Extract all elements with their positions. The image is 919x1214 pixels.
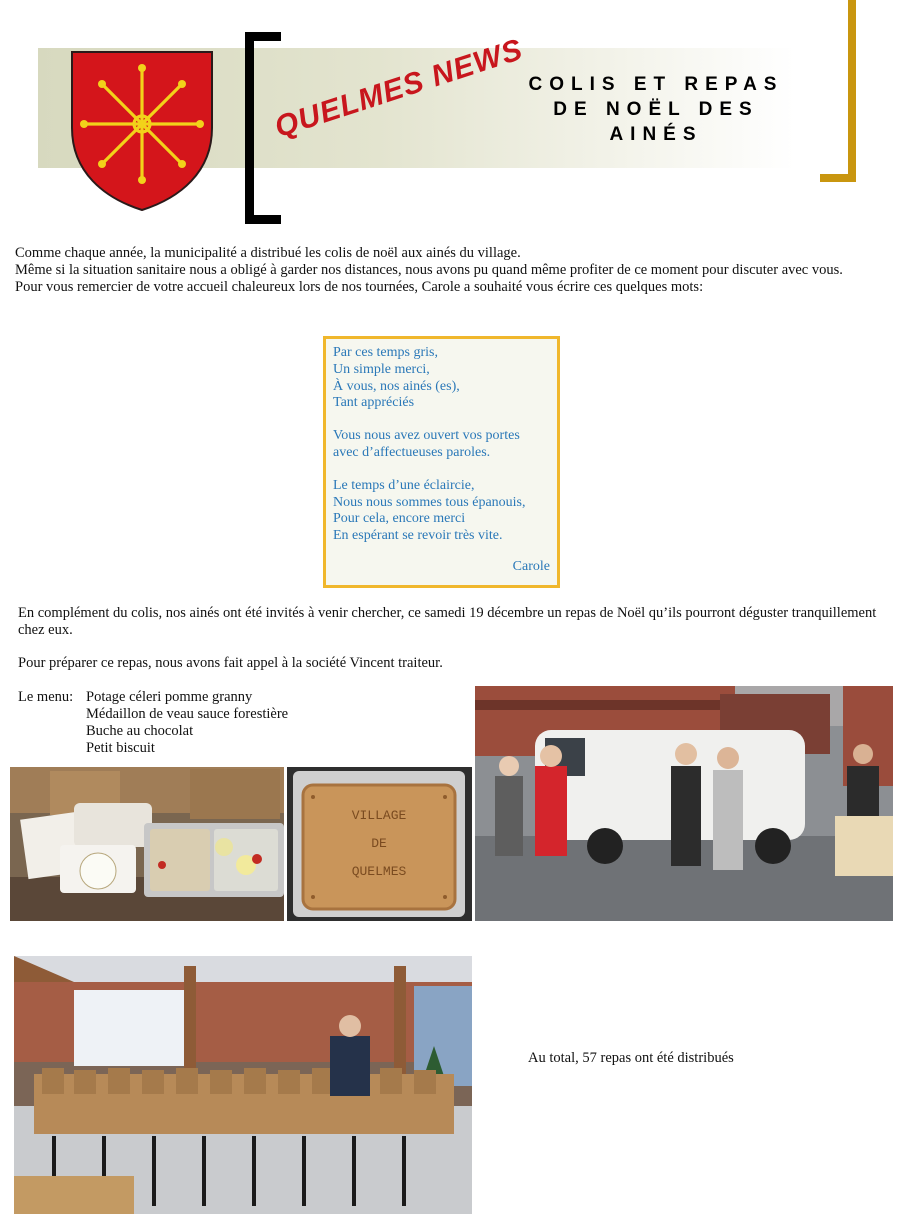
total-meals-text: Au total, 57 repas ont été distribués [528,1050,734,1066]
poem-line: Par ces temps gris, [333,345,438,360]
coat-of-arms-icon [68,50,216,212]
brand-title: QUELMES NEWS [270,32,527,145]
poem-line: Tant appréciés [333,395,415,411]
poem-line: À vous, nos ainés (es), [333,378,460,394]
poem-line: Nous nous sommes tous épanouis, [333,494,526,510]
title-line: DE NOËL DES [553,99,759,120]
poem-stanza [333,478,550,545]
intro-paragraph: Comme chaque année, la municipalité a distribué les colis de noël aux ainés du village. [15,245,521,261]
poem-line: Pour cela, encore merci [333,511,466,527]
intro-paragraph: Pour vous remercier de votre accueil chaleureux lors de nos tournées, Carole a souhaité vous écrire ces quelques mots: [15,279,704,295]
biscuit-photo [287,767,472,921]
right-bracket [820,0,856,182]
menu-item: Petit biscuit [86,740,155,756]
poem-stanza [333,428,550,462]
intro-paragraph: Même si la situation sanitaire nous a obligé à garder nos distances, nous avons pu quand même profiter de ce moment pour discuter avec vous. [15,262,843,278]
meal-paragraph: En complément du colis, nos ainés ont été invités à venir chercher, ce samedi 19 décembre un repas de Noël qu’ils pourront déguster tranquillement chez eux. [18,605,877,638]
hall-with-meal-bags-photo [14,956,472,1214]
team-with-van-photo [475,686,893,921]
menu-item: Buche au chocolat [86,723,194,739]
biscuit-text-quelmes: QUELMES [351,864,407,879]
poem-line: Le temps d’une éclaircie, [333,477,475,493]
title-line: COLIS ET REPAS [528,74,784,95]
poem-box [323,336,560,588]
title-line: AINÉS [609,124,703,145]
menu-item: Potage céleri pomme granny [86,689,253,705]
meal-photo [10,767,284,921]
menu-label: Le menu: [18,689,74,705]
biscuit-text-village: VILLAGE [351,808,407,823]
intro-text [15,245,905,296]
poem-line: avec d’affectueuses paroles. [333,444,491,460]
caterer-paragraph: Pour préparer ce repas, nous avons fait appel à la société Vincent traiteur. [18,655,443,671]
poem-stanza [333,345,550,412]
menu-list [86,689,288,757]
poem-line: Vous nous avez ouvert vos portes [333,428,520,444]
poem-line: En espérant se revoir très vite. [333,528,503,544]
poem-line: Un simple merci, [333,361,430,377]
biscuit-text-de: DE [371,836,387,851]
poem-signature: Carole [512,558,550,574]
menu-item: Médaillon de veau sauce forestière [86,706,289,722]
page-title [508,72,804,147]
